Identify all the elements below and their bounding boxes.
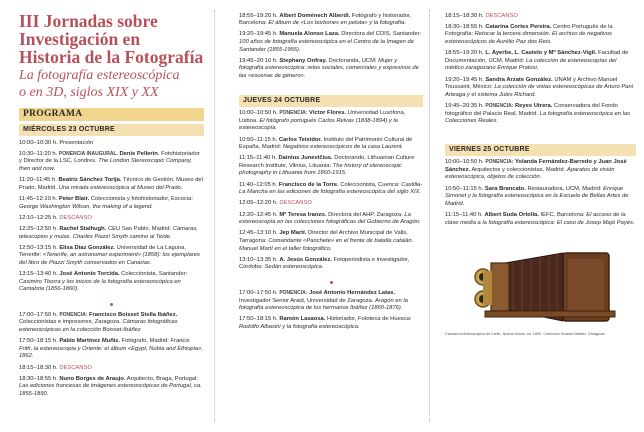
stereo-camera-illustration [445, 239, 635, 329]
session-item [239, 155, 423, 178]
session-italic: Retocar la tercera dimensión. El archivo de negativos estereoscópicos de Aurélio Paz dos Reis. [445, 31, 612, 45]
session-name: Carlos Teixidor. [278, 136, 322, 143]
session-time: 12:10–12:25 h. [19, 214, 58, 221]
separator-dot [330, 281, 333, 284]
session-item [445, 77, 636, 100]
session-text: Restauradora, UCM, Madrid: [527, 185, 602, 192]
session-name: Nuno Borges de Araujo. [59, 375, 126, 382]
session-time: 17:50–18:15 h. [239, 316, 278, 323]
session-item [239, 13, 423, 28]
session-name: Yolanda Fernández-Barredo y Juan José Sánchez. [445, 159, 627, 173]
session-italic: El fotógrafo portugués Carlos Relvas (1838-1894) y la estereoscopía. [239, 117, 398, 132]
session-time: 11:20–11:45 h. [19, 177, 57, 184]
session-name: José Antonio Hernández Latas. [309, 289, 396, 296]
program-column-2 [217, 0, 429, 432]
session-text: Presentación [59, 139, 94, 146]
session-italic: Sedán estereoscópica. [264, 264, 324, 271]
session-text: Técnico de Gestión, Museo del Prado, Madrid. [19, 177, 203, 191]
session-time: 10:50–11:15 h. [239, 136, 278, 143]
session-item [239, 31, 423, 54]
session-text: Fotógrafo, Madrid: [121, 338, 169, 345]
session-italic: The London Stereoscopic Company, then and now. [19, 158, 192, 172]
session-italic: Casimiro Tborra y los inicios de la fotografía estereoscópica en Cantabria (1856-1860). [19, 278, 181, 293]
session-time: 18:55–19:20 h. [239, 12, 278, 19]
session-italic: Aragón en la fotografía estereoscópica de los hermanos Ibáñez (1860-1876). [239, 297, 408, 312]
session-text: CEU San Pablo, Madrid: [107, 225, 172, 232]
program-column-3 [430, 0, 644, 432]
session-italic: Comandante «Panchete» en el frente de batalla catalán. Manuel Martí en el taller fotográfico. [239, 238, 414, 252]
session-name: Sandra Arzate González. [485, 76, 553, 83]
session-rest: DESCANSO [59, 364, 92, 371]
session-item [239, 182, 423, 197]
break-item [239, 200, 423, 208]
session-italic: Aparatos de visión estereoscópica, objetos de colección. [445, 166, 615, 181]
session-name: Rachel Stalhugh. [59, 225, 107, 232]
session-name: Jep Martí. [279, 230, 307, 237]
session-name: Albert Doménech Alberdi. [279, 12, 351, 19]
session-item [445, 24, 636, 47]
session-item [445, 159, 636, 182]
session-name: Manuela Alonso Laza. [279, 31, 340, 38]
session-italic: Cámaras fotográficas estereoscópicas en la colección Boisset-Ibáñez [19, 319, 178, 334]
session-item [445, 103, 636, 126]
session-text: Fotógrafo y historiador, Barcelona: [239, 12, 412, 27]
session-rest: DESCANSO [485, 12, 518, 19]
session-text: Directora del AHP, Zaragoza: [328, 211, 403, 218]
session-time: 13:10–13:35 h. [239, 256, 278, 263]
session-item [19, 245, 204, 268]
session-italic: The history of stereoscopic photography in Lithuania from 1860-1915. [239, 162, 402, 177]
session-item [239, 212, 423, 227]
session-item [19, 196, 204, 211]
session-italic: Rodolfo Albasini y la fotografía estereoscópica. [239, 323, 360, 330]
session-italic: La colección de estereoscopías del médico zaragozano Enrique Pratosi. [445, 57, 617, 72]
session-text: Coleccionista, Cuenca: [340, 181, 400, 188]
session-name: Albert Suda Ortolla. [484, 212, 539, 219]
session-item [239, 58, 423, 81]
session-text: Coleccionistas e impresores, Zaragoza. [19, 319, 121, 326]
session-italic: Enrique Simonet y la fotografía estereoscópica en la Escuela de Bellas Artes de Madrid. [445, 185, 629, 207]
session-rest: DESCANSO [59, 214, 92, 221]
session-item [445, 50, 636, 73]
session-name: Beatriz Sánchez Torija. [58, 177, 122, 184]
session-time: 11:40–12:05 h. [239, 181, 278, 188]
session-italic: «Tenerife, an astronomer experiment» (1858): los ejemplares del libro de Piazzi Smyth conservados en Canarias. [19, 252, 200, 266]
session-text: UNAM y Archivo Manuel Toussaint, México: [445, 76, 618, 91]
session-time: 10:30–11:20 h. [19, 150, 58, 157]
session-item [19, 177, 204, 192]
session-time: 18:30–18:55 h. [445, 23, 484, 30]
session-item [19, 376, 204, 399]
session-time: 11:15–11:40 h. [445, 212, 483, 219]
session-time: 18:15–18:30 h. [445, 12, 484, 19]
session-tag: PONENCIA INAUGURAL. [58, 150, 118, 157]
break-item [19, 215, 204, 223]
session-time: 13:15–13:40 h. [19, 271, 58, 278]
session-time: 12:25–12:50 h. [19, 225, 58, 232]
session-text: Centro Português de la Fotografía: [445, 23, 613, 38]
photo-caption: Cámara estereoscópica de fuelle, Nueva Unida, ca. 1890. Colección Boisset-Ibáñez, Zaragoza. [445, 332, 606, 337]
session-name: Francisco Boisset Stella Ibáñez. [89, 311, 178, 318]
hero-subtitle-line2: o en 3D, siglos XIX y XX [19, 85, 159, 100]
session-time: 12:45–13:10 h. [239, 230, 278, 237]
break-item [445, 13, 636, 21]
session-tag: PONENCIA: [485, 159, 514, 166]
session-item [19, 312, 204, 335]
session-text: Director del Archivo Municipal de Valls, Tarragona: [239, 230, 408, 244]
session-name: Mª Teresa Iranzo. [279, 211, 327, 218]
session-name: Ramón Lasaosa. [279, 316, 326, 323]
session-text: Arquitectos y coleccionistas, Madrid. [471, 166, 566, 173]
session-time: 19:20–19:45 h. [239, 31, 278, 38]
session-text: Doctoranda, UCM: [328, 57, 377, 64]
session-italic: La fotografía estereoscópica en las Colecciones Reales. [445, 110, 630, 125]
session-rest: DESCANSO [279, 200, 312, 207]
session-item [445, 186, 636, 209]
session-tag: PONENCIA: [279, 289, 308, 296]
session-name: Peter Blair. [58, 195, 90, 202]
session-item [19, 338, 204, 361]
session-italic: Las ediciones francesas de imágenes estereoscópicas de Portugal, ca. 1855-1890. [19, 383, 202, 397]
session-name: L. Ayerbe, L. Castelo y Mª Sánchez-Vigil. [485, 50, 597, 57]
programa-heading: PROGRAMA [19, 108, 204, 121]
session-item [19, 140, 204, 148]
separator-dot [110, 303, 113, 306]
session-text: Coleccionista, Santander: [121, 271, 188, 278]
session-italic: Una mirada estereoscópica al Museo del Prado. [58, 184, 183, 191]
session-tag: PONENCIA: [485, 102, 514, 109]
session-italic: La estereoscopía en las colecciones fotográficas del Gobierno de Aragón. [239, 211, 421, 226]
session-list [19, 140, 204, 399]
session-item [239, 230, 423, 253]
session-text: Fotohistoriador y Director de la LSC, Londres. [19, 150, 200, 165]
session-tag: PONENCIA: [59, 311, 88, 318]
day-heading-wednesday: MIÉRCOLES 23 OCTUBRE [19, 124, 204, 136]
session-name: Víctor Flores. [309, 110, 347, 117]
session-tag: PONENCIA: [279, 110, 308, 117]
session-italic: Cámaras, telescopios y mulas. Charles Piazzi Smyth camino al Teide. [19, 225, 198, 240]
session-name: Sara Brancato. [484, 185, 526, 192]
session-name: A. Jesús González. [279, 256, 332, 263]
session-italic: El acceso de la clase media a la fotografía estereoscópica: El caso de Josep Majó Payés. [445, 212, 635, 226]
session-item [19, 271, 204, 294]
session-text: Arquitecto, Braga, Portugal: [126, 375, 198, 382]
session-time: 17:50–18:15 h. [19, 338, 58, 345]
session-italic: La colección de vistas estereoscópicas de Arturo Pani Arteaga y el sistema Jules Richard. [445, 84, 633, 98]
hero-subtitle-line1: La fotografía estereoscópica [19, 68, 180, 83]
session-name: Stephany Onfray. [279, 57, 327, 64]
day-heading-thursday: JUEVES 24 OCTUBRE [239, 95, 423, 107]
session-time: 19:20–19:45 h. [445, 76, 484, 83]
session-text: Universidad de La Laguna, Tenerife: [19, 244, 186, 259]
session-italic: Castilla-La Mancha en las ediciones de fotografía estereoscópica del siglo XIX. [239, 181, 423, 196]
session-text: Investigador Senior Araid, Universidad de Zaragoza. [239, 297, 374, 304]
session-name: José Antonio Torcida. [59, 271, 120, 278]
session-text: Universidad Lusófona, Lisboa. [239, 110, 406, 124]
session-name: Pablo Martínez Muñiz. [59, 338, 120, 345]
session-item [239, 290, 423, 313]
session-text: Fotoperiodista e investigador, Córdoba: [239, 256, 410, 271]
session-time: 18:55–19:20 h. [445, 50, 484, 57]
session-time: 10:50–11:15 h. [445, 185, 484, 192]
session-time: 12:50–13:15 h. [19, 244, 58, 251]
session-time: 11:15–11:40 h. [239, 155, 277, 162]
session-item [19, 151, 204, 174]
session-item [239, 110, 423, 133]
session-text: Conservadora del Fondo fotográfico del Palacio Real, Madrid. [445, 102, 618, 117]
session-time: 18:15–18:30 h. [19, 364, 58, 371]
session-text: Instituto del Patrimonio Cultural de España, Madrid: [239, 136, 413, 151]
session-list [445, 13, 636, 126]
session-time: 12:05–12:20 h. [239, 200, 278, 207]
session-time: 10:00–10:30 h. [19, 139, 58, 146]
session-italic: Francis Frith, la estereoscopia y Oriente: el álbum «Egypt, Nubia and Ethiopia», 1862. [19, 338, 203, 360]
program-column-1 [0, 0, 213, 432]
session-item [239, 137, 423, 152]
hero-title-line1: III Jornadas sobre Investigación en [19, 11, 158, 49]
session-name: Catarina Cortes Pereira. [485, 23, 552, 30]
session-text: Historiador, Fototeca de Huesca: [327, 316, 412, 323]
session-item [239, 257, 423, 272]
stereo-camera-photo [445, 239, 635, 329]
session-italic: Mujer y fotografía estereoscópica: retos sociales, comerciales y expresivos de las «escenas de género». [239, 57, 419, 79]
session-time: 19:45–20:10 h. [239, 57, 278, 64]
session-italic: Negativos estereoscópicos de la casa Laurent. [282, 144, 404, 151]
session-time: 19:45–20:35 h. [445, 102, 484, 109]
session-time: 10:00–10:50 h. [239, 110, 278, 117]
day-heading-friday: VIERNES 25 OCTUBRE [445, 144, 636, 156]
session-italic: El álbum de «Los borbones en pelota» y la fotografía. [268, 20, 406, 27]
session-name: Dainius Junevičius. [278, 155, 333, 162]
session-name: Francisco de la Torre. [278, 181, 339, 188]
break-item [19, 365, 204, 373]
session-text: Directora del CDIS, Santander: [341, 31, 422, 38]
session-item [445, 212, 636, 227]
session-item [239, 316, 423, 331]
session-text: Doctorando, Lithuanian Culture Research Institute, Vilnius, Lituania: [239, 155, 415, 169]
session-time: 11:45–12:10 h. [19, 195, 58, 202]
session-time: 17:00–17:50 h. [239, 289, 278, 296]
session-time: 18:30–18:55 h. [19, 375, 58, 382]
hero-title-line2: Historia de la Fotografía [19, 47, 204, 67]
session-list [445, 159, 636, 227]
session-time: 17:00–17:50 h. [19, 311, 58, 318]
session-item [19, 226, 204, 241]
session-name: Reyes Utrera. [515, 102, 553, 109]
session-italic: George Washington Wilson, the making of a legend. [19, 203, 153, 210]
session-text: Coleccionista y fotohistoriador, Escocia: [90, 195, 193, 202]
session-name: Elisa Díaz González. [59, 244, 116, 251]
session-text: Facultad de Documentación, UCM, Madrid: [445, 50, 629, 64]
session-list [239, 110, 423, 331]
session-list [239, 13, 423, 81]
column-divider [214, 10, 215, 422]
session-time: 10:00–10:50 h. [445, 159, 484, 166]
session-time: 12:20–12:45 h. [239, 211, 278, 218]
session-text: IEFC, Barcelona: [540, 212, 585, 219]
session-italic: 100 años de fotografía estereoscópica en el Centro de la Imagen de Santander (1855-1955). [239, 38, 414, 53]
session-name: Denis Pellerin. [119, 150, 160, 157]
